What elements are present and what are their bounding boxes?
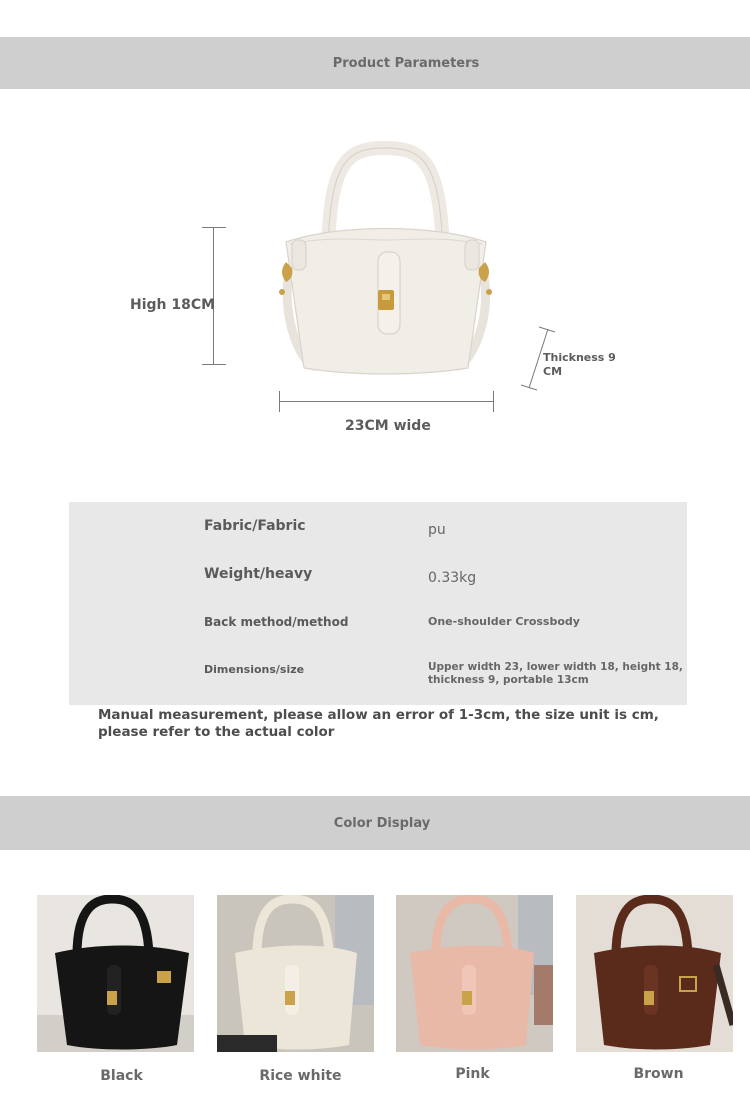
color-label-pink: Pink [455,1066,490,1082]
thickness-label-line-1: Thickness 9 [543,351,616,364]
param-value-line-2: thickness 9, portable 13cm [428,674,589,686]
width-line [279,401,494,402]
bag-pink-image [396,895,553,1052]
parameters-table [69,502,687,705]
param-label: Back method/method [204,615,349,629]
bag-product-image [268,140,503,380]
height-cap-bottom [202,364,226,365]
param-value: pu [428,522,446,538]
section-title: Product Parameters [332,55,480,71]
color-swatch-pink[interactable] [396,895,553,1052]
param-value: One-shoulder Crossbody [428,615,580,628]
bag-black-image [37,895,194,1052]
param-label: Fabric/Fabric [204,518,306,534]
height-label: High 18CM [130,297,216,313]
section-title: Color Display [333,815,431,831]
width-label: 23CM wide [345,418,431,434]
param-value: 0.33kg [428,570,477,586]
thickness-label-line-2: CM [543,365,563,378]
width-cap-right [493,391,494,412]
param-label: Weight/heavy [204,566,313,582]
section-header-product-parameters [0,37,750,89]
param-label: Dimensions/size [204,663,305,676]
color-swatch-black[interactable] [37,895,194,1052]
param-value: Upper width 23, lower width 18, height 18, [428,661,683,673]
width-cap-left [279,391,280,412]
height-line [213,227,214,365]
color-swatch-brown[interactable] [576,895,733,1052]
bag-rice-white-image [217,895,374,1052]
section-header-color-display [0,796,750,850]
bag-brown-image [576,895,733,1052]
color-swatch-rice-white[interactable] [217,895,374,1052]
height-cap-top [202,227,226,228]
color-label-rice-white: Rice white [259,1068,342,1084]
color-label-brown: Brown [633,1066,684,1082]
color-label-black: Black [100,1068,143,1084]
measurement-note: Manual measurement, please allow an error of 1-3cm, the size unit is cm, please refer to the actual color [98,707,659,740]
